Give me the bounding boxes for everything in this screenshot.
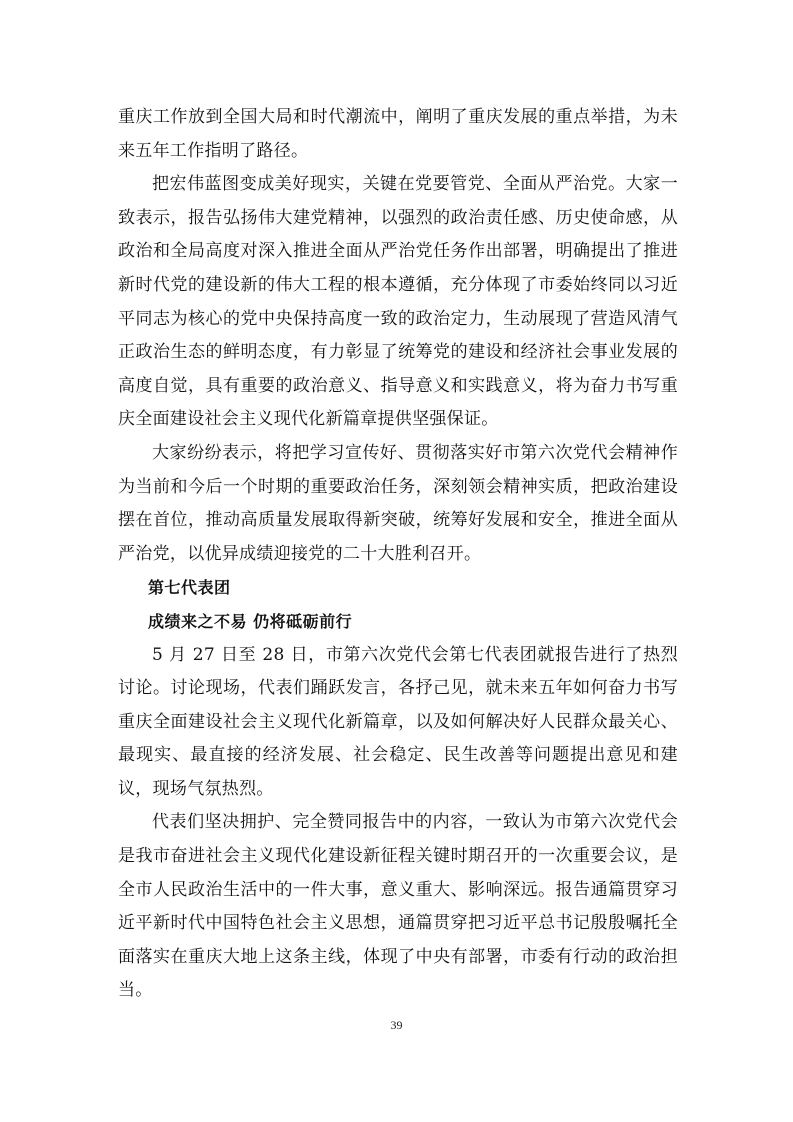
page-number: 39 bbox=[390, 1018, 403, 1032]
section-subheading: 成绩来之不易 仍将砥砺前行 bbox=[148, 611, 353, 631]
document-page bbox=[118, 101, 678, 1008]
paragraph-endorsement: 代表们坚决拥护、完全赞同报告中的内容，一致认为市第六次党代会是我市奋进社会主义现代化建设新征程关键时期召开的一次重要会议，是全市人民政治生活中的一件大事，意义重大、影响深远。报告通篇贯穿习近平新时代中国特色社会主义思想，通篇贯穿把习近平总书记殷殷嘱托全面落实在重庆大地上这条主线，体现了中央有部署，市委有行动的政治担当。 bbox=[118, 812, 678, 1001]
paragraph-study-implementation: 大家纷纷表示，将把学习宣传好、贯彻落实好市第六次党代会精神作为当前和今后一个时期的重要政治任务，深刻领会精神实质，把政治建设摆在首位，推动高质量发展取得新突破，统筹好发展和安全，推进全面从严治党，以优异成绩迎接党的二十大胜利召开。 bbox=[118, 442, 678, 564]
paragraph-continuation: 重庆工作放到全国大局和时代潮流中，阐明了重庆发展的重点举措，为未来五年工作指明了路径。 bbox=[118, 107, 678, 161]
paragraph-discussion: 5 月 27 日至 28 日，市第六次党代会第七代表团就报告进行了热烈讨论。讨论现场，代表们踊跃发言，各抒己见，就未来五年如何奋力书写重庆全面建设社会主义现代化新篇章，以及如何解决好人民群众最关心、最现实、最直接的经济发展、社会稳定、民生改善等问题提出意见和建议，现场气氛热烈。 bbox=[118, 644, 678, 799]
paragraph-party-governance: 把宏伟蓝图变成美好现实，关键在党要管党、全面从严治党。大家一致表示，报告弘扬伟大建党精神，以强烈的政治责任感、历史使命感，从政治和全局高度对深入推进全面从严治党任务作出部署，明确提出了推进新时代党的建设新的伟大工程的根本遵循，充分体现了市委始终同以习近平同志为核心的党中央保持高度一致的政治定力，生动展现了营造风清气正政治生态的鲜明态度，有力彰显了统筹党的建设和经济社会事业发展的高度自觉，具有重要的政治意义、指导意义和实践意义，将为奋力书写重庆全面建设社会主义现代化新篇章提供坚强保证。 bbox=[118, 174, 678, 430]
section-heading-delegation: 第七代表团 bbox=[148, 578, 231, 598]
